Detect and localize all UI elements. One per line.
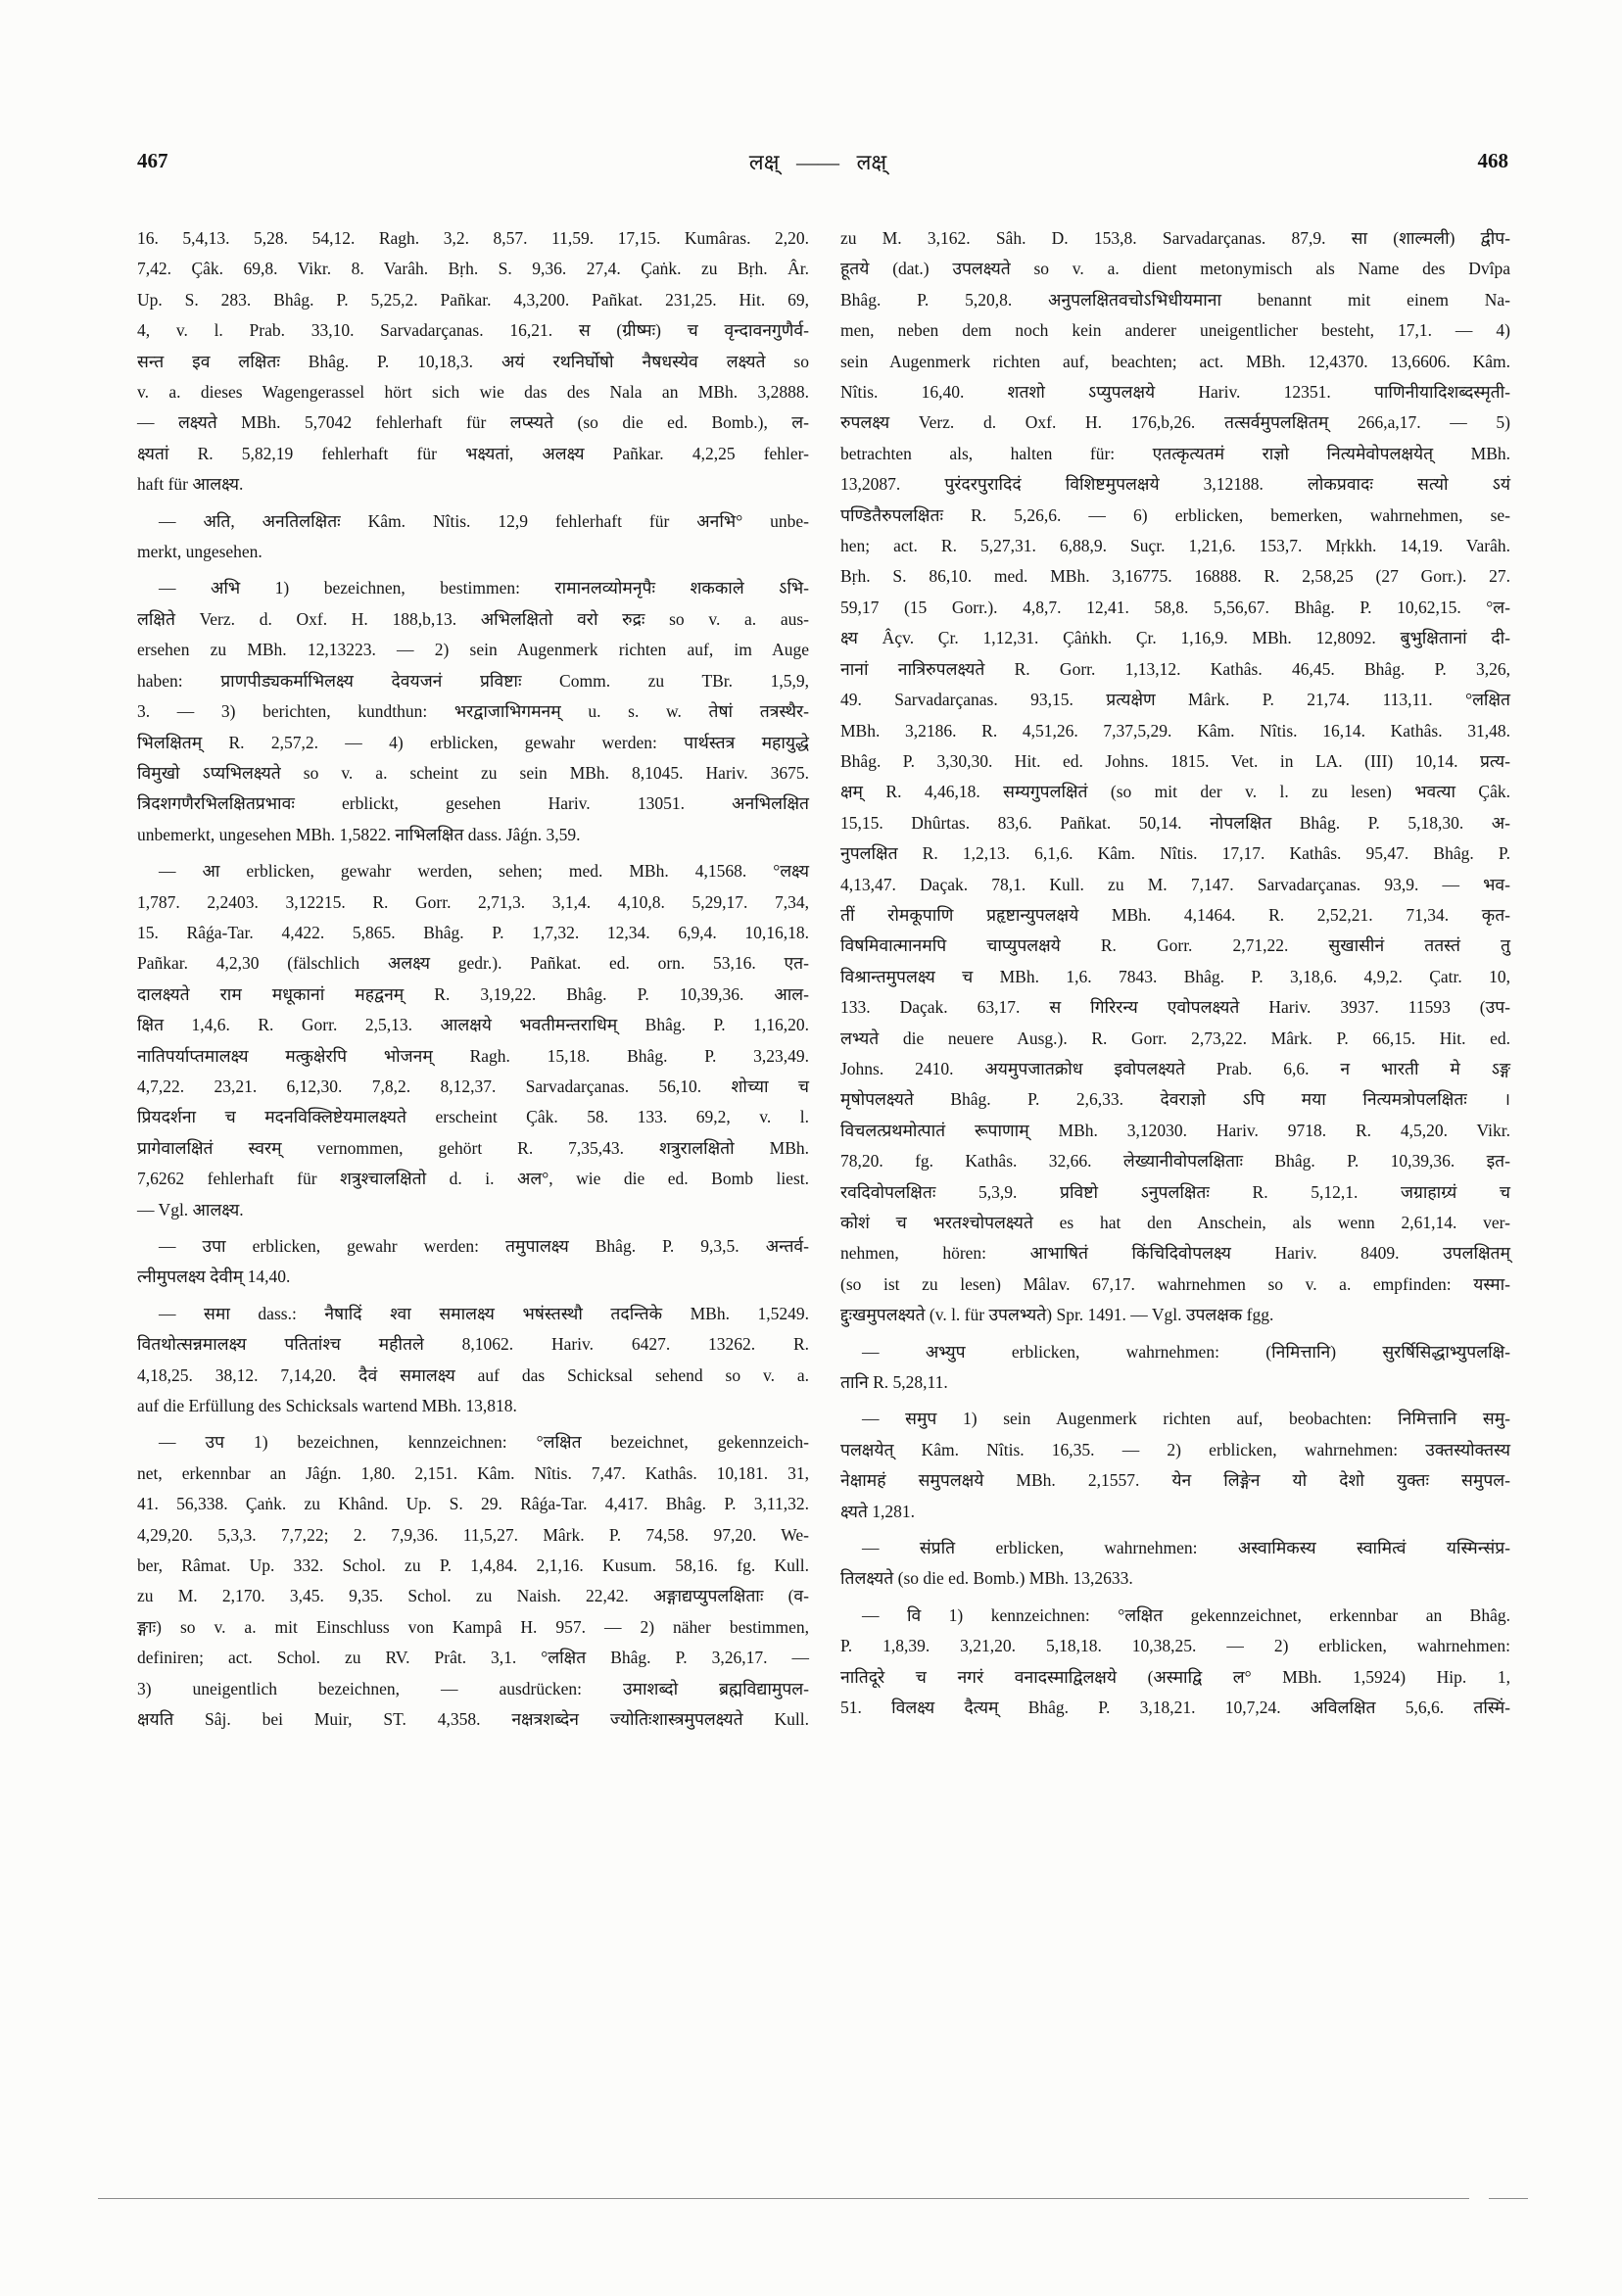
text-line: पलक्षयेत् Kâm. Nîtis. 16,35. — 2) erblicken, wahrnehmen: उक्तस्योक्तस्य bbox=[840, 1439, 1510, 1459]
left-column bbox=[137, 223, 809, 1736]
text-line: men, neben dem noch kein anderer uneigentlicher besteht, 17,1. — 4) bbox=[840, 320, 1510, 341]
text-line: प्रागेवालक्षितं स्वरम् vernommen, gehört R. 7,35,43. शत्रुरालक्षितो MBh. bbox=[137, 1137, 809, 1158]
running-head-left: लक्ष् bbox=[748, 150, 780, 174]
text-line: definiren; act. Schol. zu RV. Prât. 3,1. °लक्षित Bhâg. P. 3,26,17. — bbox=[137, 1648, 809, 1668]
text-line: haft für आलक्ष्य. bbox=[137, 474, 244, 495]
text-line: Johns. 2410. अयमुपजातक्रोध इवोपलक्ष्यते Prab. 6,6. न भारती मे ऽङ्ग bbox=[840, 1058, 1510, 1078]
entry-start-line: — समा dass.: नैषादिं श्वा समालक्ष्य भषंस्तस्थौ तदन्तिके MBh. 1,5249. bbox=[159, 1303, 809, 1323]
entry-start-line: — समुप 1) sein Augenmerk richten auf, beobachten: निमित्तानि समु- bbox=[862, 1409, 1510, 1429]
text-line: 51. विलक्ष्य दैत्यम् Bhâg. P. 3,18,21. 10,7,24. अविलक्षित 5,6,6. तस्मिं- bbox=[840, 1698, 1510, 1718]
entry-start-line: — अति, अनतिलक्षितः Kâm. Nîtis. 12,9 fehlerhaft für अनभि° unbe- bbox=[159, 510, 809, 531]
text-line: — लक्ष्यते MBh. 5,7042 fehlerhaft für लप्स्यते (so die ed. Bomb.), ल- bbox=[137, 412, 809, 433]
text-line: zu M. 2,170. 3,45. 9,35. Schol. zu Naish. 22,42. अङ्गाद्यप्युपलक्षिताः (व- bbox=[137, 1586, 809, 1606]
text-line: v. a. dieses Wagengerassel hört sich wie das des Nala an MBh. 3,2888. bbox=[137, 382, 809, 403]
entry-start-line: — संप्रति erblicken, wahrnehmen: अस्वामिकस्य स्वामित्वं यस्मिन्संप्र- bbox=[862, 1538, 1510, 1558]
text-line: 4,29,20. 5,3,3. 7,7,22; 2. 7,9,36. 11,5,27. Mârk. P. 74,58. 97,20. We- bbox=[137, 1524, 809, 1545]
text-line: तिलक्ष्यते (so die ed. Bomb.) MBh. 13,2633. bbox=[840, 1568, 1133, 1589]
text-line: ber, Râmat. Up. 332. Schol. zu P. 1,4,84. 2,1,16. Kusum. 58,16. fg. Kull. bbox=[137, 1555, 809, 1576]
text-line: unbemerkt, ungesehen MBh. 1,5822. नाभिलक्षित dass. Jâǵn. 3,59. bbox=[137, 824, 581, 844]
text-line: 1,787. 2,2403. 3,12215. R. Gorr. 2,71,3. 3,1,4. 4,10,8. 5,29,17. 7,34, bbox=[137, 891, 809, 912]
text-line: P. 1,8,39. 3,21,20. 5,18,18. 10,38,25. — 2) erblicken, wahrnehmen: bbox=[840, 1636, 1510, 1656]
text-line: दालक्ष्यते राम मधूकानां महद्वनम् R. 3,19,22. Bhâg. P. 10,39,36. आल- bbox=[137, 983, 809, 1004]
text-line: रवदिवोपलक्षितः 5,3,9. प्रविष्टो ऽनुपलक्षितः R. 5,12,1. जग्राहाग्र्यं च bbox=[840, 1181, 1510, 1202]
text-line: Pañkar. 4,2,30 (fälschlich अलक्ष्य gedr.). Pañkat. ed. orn. 53,16. एत- bbox=[137, 953, 809, 974]
text-line: — Vgl. आलक्ष्य. bbox=[137, 1199, 244, 1220]
bottom-rule-dash bbox=[1489, 2198, 1528, 2199]
text-line: 59,17 (15 Gorr.). 4,8,7. 12,41. 58,8. 5,56,67. Bhâg. P. 10,62,15. °ल- bbox=[840, 597, 1510, 617]
entry-start-line: — उप 1) bezeichnen, kennzeichnen: °लक्षित bezeichnet, gekennzeich- bbox=[159, 1432, 809, 1453]
running-head bbox=[676, 147, 960, 176]
text-line: क्ष्यते 1,281. bbox=[840, 1501, 916, 1521]
text-line: zu M. 3,162. Sâh. D. 153,8. Sarvadarçanas. 87,9. सा (शाल्मली) द्वीप- bbox=[840, 228, 1510, 248]
text-line: कोशं च भरतश्चोपलक्ष्यते es hat den Anschein, als wenn 2,61,14. ver- bbox=[840, 1213, 1510, 1232]
text-line: द्दुःखमुपलक्ष्यते (v. l. für उपलभ्यते) Spr. 1491. — Vgl. उपलक्षक fgg. bbox=[840, 1305, 1274, 1325]
text-line: सन्त इव लक्षितः Bhâg. P. 10,18,3. अयं रथनिर्घोषो नैषधस्येव लक्ष्यते so bbox=[137, 351, 809, 371]
text-line: 133. Daçak. 63,17. स गिरिरन्य एवोपलक्ष्यते Hariv. 3937. 11593 (उप- bbox=[840, 997, 1510, 1018]
text-line: 3) uneigentlich bezeichnen, — ausdrücken: उमाशब्दो ब्रह्मविद्यामुपल- bbox=[137, 1678, 809, 1698]
text-line: भिलक्षितम् R. 2,57,2. — 4) erblicken, gewahr werden: पार्थस्तत्र महायुद्धे bbox=[137, 732, 809, 752]
text-line: ङ्गाः) so v. a. mit Einschluss von Kampâ H. 957. — 2) näher bestimmen, bbox=[137, 1616, 809, 1637]
text-line: merkt, ungesehen. bbox=[137, 542, 262, 562]
text-line: nehmen, hören: आभाषितं किंचिदिवोपलक्ष्य Hariv. 8409. उपलक्षितम् bbox=[840, 1243, 1510, 1264]
text-line: नातिपर्याप्तमालक्ष्य मत्कुक्षेरपि भोजनम् Ragh. 15,18. Bhâg. P. 3,23,49. bbox=[137, 1045, 809, 1066]
text-line: 4,7,22. 23,21. 6,12,30. 7,8,2. 8,12,37. Sarvadarçanas. 56,10. शोच्या च bbox=[137, 1076, 809, 1096]
text-line: विचलत्प्रथमोत्पातं रूपाणाम् MBh. 3,12030. Hariv. 9718. R. 4,5,20. Vikr. bbox=[840, 1120, 1510, 1140]
text-line: Nîtis. 16,40. शतशो ऽप्युपलक्षये Hariv. 12351. पाणिनीयादिशब्दस्मृती- bbox=[840, 382, 1510, 403]
entry-start-line: — उपा erblicken, gewahr werden: तमुपालक्ष्य Bhâg. P. 9,3,5. अन्तर्व- bbox=[159, 1236, 809, 1256]
text-line: Up. S. 283. Bhâg. P. 5,25,2. Pañkar. 4,3,200. Pañkat. 231,25. Hit. 69, bbox=[137, 289, 809, 310]
text-line: वितथोत्सन्नमालक्ष्य पतितांश्च महीतले 8,1062. Hariv. 6427. 13262. R. bbox=[137, 1334, 809, 1355]
text-line: नानां नात्रिरुपलक्ष्यते R. Gorr. 1,13,12. Kathâs. 46,45. Bhâg. P. 3,26, bbox=[840, 658, 1510, 679]
text-line: net, erkennbar an Jâǵn. 1,80. 2,151. Kâm. Nîtis. 7,47. Kathâs. 10,181. 31, bbox=[137, 1462, 809, 1483]
text-line: लक्षिते Verz. d. Oxf. H. 188,b,13. अभिलक्षितो वरो रुद्रः so v. a. aus- bbox=[137, 608, 809, 629]
entry-start-line: — आ erblicken, gewahr werden, sehen; med. MBh. 4,1568. °लक्ष्य bbox=[159, 861, 809, 882]
text-line: तानि R. 5,28,11. bbox=[840, 1372, 948, 1393]
text-line: (so ist zu lesen) Mâlav. 67,17. wahrnehmen so v. a. empfinden: यस्मा- bbox=[840, 1273, 1510, 1294]
text-line: Bhâg. P. 3,30,30. Hit. ed. Johns. 1815. Vet. in LA. (III) 10,14. प्रत्य- bbox=[840, 750, 1510, 771]
text-line: 13,2087. पुरंदरपुरादिदं विशिष्टमुपलक्षये 3,12188. लोकप्रवादः सत्यो ऽयं bbox=[840, 474, 1510, 495]
text-line: 4, v. l. Prab. 33,10. Sarvadarçanas. 16,21. स (ग्रीष्मः) च वृन्दावनगुणैर्व- bbox=[137, 320, 809, 341]
text-line: 7,6262 fehlerhaft für शत्रुश्चालक्षितो d. i. अल°, wie die ed. Bomb liest. bbox=[137, 1169, 809, 1189]
text-line: विश्रान्तमुपलक्ष्य च MBh. 1,6. 7843. Bhâg. P. 3,18,6. 4,9,2. Çatr. 10, bbox=[840, 966, 1510, 986]
text-line: Bṛh. S. 86,10. med. MBh. 3,16775. 16888. R. 2,58,25 (27 Gorr.). 27. bbox=[840, 566, 1510, 587]
text-line: विमुखो ऽप्यभिलक्ष्यते so v. a. scheint zu sein MBh. 8,1045. Hariv. 3675. bbox=[137, 762, 809, 783]
right-column bbox=[840, 223, 1510, 1724]
text-line: क्षयति Sâj. bei Muir, ST. 4,358. नक्षत्रशब्देन ज्योतिःशास्त्रमुपलक्ष्यते Kull. bbox=[137, 1709, 809, 1730]
text-line: पण्डितैरुपलक्षितः R. 5,26,6. — 6) erblicken, bemerken, wahrnehmen, se- bbox=[840, 504, 1510, 525]
text-line: 78,20. fg. Kathâs. 32,66. लेख्यानीवोपलक्षिताः Bhâg. P. 10,39,36. इत- bbox=[840, 1151, 1510, 1172]
text-line: 4,18,25. 38,12. 7,14,20. दैवं समालक्ष्य auf das Schicksal sehend so v. a. bbox=[137, 1364, 809, 1385]
text-line: त्रिदशगणैरभिलक्षितप्रभावः erblickt, gesehen Hariv. 13051. अनभिलक्षित bbox=[137, 793, 809, 814]
page-number-right: 468 bbox=[1477, 149, 1508, 172]
text-line: 49. Sarvadarçanas. 93,15. प्रत्यक्षेण Mârk. P. 21,74. 113,11. °लक्षित bbox=[840, 690, 1510, 710]
text-line: hen; act. R. 5,27,31. 6,88,9. Suçr. 1,21,6. 153,7. Mṛkkh. 14,19. Varâh. bbox=[840, 536, 1510, 556]
text-line: विषमिवात्मानमपि चाप्युपलक्षये R. Gorr. 2,71,22. सुखासीनं ततस्तं तु bbox=[840, 935, 1510, 956]
entry-start-line: — अभ्युप erblicken, wahrnehmen: (निमित्तानि) सुरर्षिसिद्धाभ्युपलक्षि- bbox=[862, 1341, 1510, 1362]
running-head-right: लक्ष् bbox=[856, 150, 887, 174]
text-line: क्ष्य Âçv. Çr. 1,12,31. Çâṅkh. Çr. 1,16,9. MBh. 12,8092. बुभुक्षितानां दी- bbox=[840, 628, 1510, 648]
text-line: Bhâg. P. 5,20,8. अनुपलक्षितवचोऽभिधीयमाना benannt mit einem Na- bbox=[840, 289, 1510, 310]
text-line: क्ष्यतां R. 5,82,19 fehlerhaft für भक्ष्यतां, अलक्ष्य Pañkar. 4,2,25 fehler- bbox=[137, 443, 809, 463]
text-line: sein Augenmerk richten auf, beachten; act. MBh. 12,4370. 13,6606. Kâm. bbox=[840, 351, 1510, 371]
text-line: auf die Erfüllung des Schicksals wartend MBh. 13,818. bbox=[137, 1396, 517, 1416]
bottom-rule bbox=[98, 2198, 1469, 2199]
text-line: 4,13,47. Daçak. 78,1. Kull. zu M. 7,147. Sarvadarçanas. 93,9. — भव- bbox=[840, 874, 1510, 894]
text-line: रुपलक्ष्य Verz. d. Oxf. H. 176,b,26. तत्सर्वमुपलक्षितम् 266,a,17. — 5) bbox=[840, 412, 1510, 433]
text-line: 15. Râǵa-Tar. 4,422. 5,865. Bhâg. P. 1,7,32. 12,34. 6,9,4. 10,16,18. bbox=[137, 922, 809, 942]
text-line: 3. — 3) berichten, kundthun: भरद्वाजाभिगमनम् u. s. w. तेषां तत्रस्थैर- bbox=[137, 701, 809, 722]
text-line: क्षित 1,4,6. R. Gorr. 2,5,13. आलक्षये भवतीमन्तराधिम् Bhâg. P. 1,16,20. bbox=[137, 1015, 809, 1035]
running-head-dash: —— bbox=[796, 150, 839, 174]
text-line: 15,15. Dhûrtas. 83,6. Pañkat. 50,14. नोपलक्षित Bhâg. P. 5,18,30. अ- bbox=[840, 812, 1510, 833]
text-line: haben: प्राणपीड्यकर्माभिलक्ष्य देवयजनं प्रविष्टाः Comm. zu TBr. 1,5,9, bbox=[137, 670, 809, 691]
text-line: हूतये (dat.) उपलक्ष्यते so v. a. dient metonymisch als Name des Dvîpa bbox=[840, 259, 1510, 279]
text-line: नातिदूरे च नगरं वनादस्माद्विलक्षये (अस्माद्वि ल° MBh. 1,5924) Hip. 1, bbox=[840, 1666, 1510, 1687]
text-line: MBh. 3,2186. R. 4,51,26. 7,37,5,29. Kâm. Nîtis. 16,14. Kathâs. 31,48. bbox=[840, 720, 1510, 741]
entry-start-line: — वि 1) kennzeichnen: °लक्षित gekennzeichnet, erkennbar an Bhâg. bbox=[862, 1604, 1510, 1625]
text-line: लभ्यते die neuere Ausg.). R. Gorr. 2,73,22. Mârk. P. 66,15. Hit. ed. bbox=[840, 1028, 1510, 1048]
entry-start-line: — अभि 1) bezeichnen, bestimmen: रामानलव्योमनृपैः शककाले ऽभि- bbox=[159, 578, 809, 598]
text-line: प्रियदर्शना च मदनविक्लिष्टेयमालक्ष्यते erscheint Çâk. 58. 133. 69,2, v. l. bbox=[137, 1107, 809, 1127]
text-line: 7,42. Çâk. 69,8. Vikr. 8. Varâh. Bṛh. S. 9,36. 27,4. Çaṅk. zu Bṛh. Âr. bbox=[137, 259, 809, 279]
text-line: तीं रोमकूपाणि प्रहृष्टान्युपलक्षये MBh. 4,1464. R. 2,52,21. 71,34. कृत- bbox=[840, 904, 1510, 925]
text-line: मृषोपलक्ष्यते Bhâg. P. 2,6,33. देवराज्ञो ऽपि मया नित्यमत्रोपलक्षितः । bbox=[840, 1089, 1510, 1110]
text-line: ersehen zu MBh. 12,13223. — 2) sein Augenmerk richten auf, im Auge bbox=[137, 640, 809, 660]
text-line: त्नीमुपलक्ष्य देवीम् 14,40. bbox=[137, 1267, 291, 1287]
text-line: नुपलक्षित R. 1,2,13. 6,1,6. Kâm. Nîtis. 17,17. Kathâs. 95,47. Bhâg. P. bbox=[840, 843, 1510, 864]
text-line: 41. 56,338. Çaṅk. zu Khând. Up. S. 29. Râǵa-Tar. 4,417. Bhâg. P. 3,11,32. bbox=[137, 1494, 809, 1514]
text-line: 16. 5,4,13. 5,28. 54,12. Ragh. 3,2. 8,57. 11,59. 17,15. Kumâras. 2,20. bbox=[137, 228, 809, 248]
page-number-left: 467 bbox=[137, 149, 168, 172]
text-line: क्षम् R. 4,46,18. सम्यगुपलक्षितं (so mit der v. l. zu lesen) भवत्या Çâk. bbox=[840, 782, 1510, 802]
text-line: betrachten als, halten für: एतत्कृत्यतमं राज्ञो नित्यमेवोपलक्षयेत् MBh. bbox=[840, 443, 1510, 463]
text-line: नेक्षामहं समुपलक्षये MBh. 2,1557. येन लिङ्गेन यो देशो युक्तः समुपल- bbox=[840, 1470, 1510, 1491]
